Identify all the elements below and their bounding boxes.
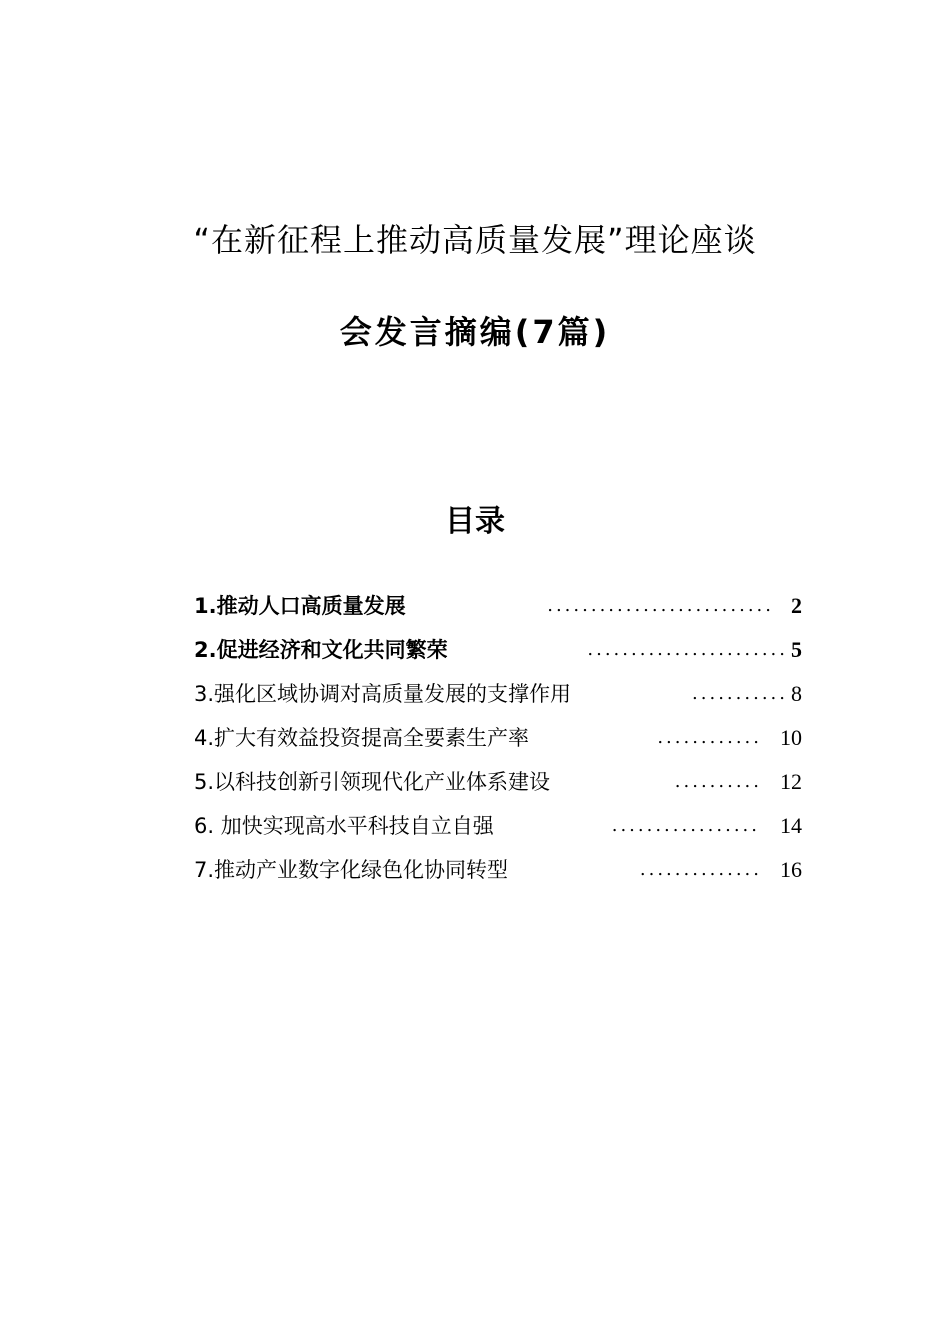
toc-leader-dots: .......................	[587, 639, 788, 660]
toc-item-page: 16	[780, 857, 802, 882]
toc-leader-dots: ..........	[674, 771, 762, 792]
document-title-line-1: “在新征程上推动高质量发展”理论座谈	[193, 221, 757, 259]
toc-item-page: 14	[780, 813, 802, 838]
toc-leader-dots: ..............	[639, 859, 762, 880]
toc-item-text: 3.强化区域协调对高质量发展的支撑作用	[194, 682, 572, 706]
toc-item-4[interactable]	[194, 716, 804, 760]
toc-item-page: 12	[780, 769, 802, 794]
toc-leader-dots: ............	[657, 727, 762, 748]
toc-item-page: 10	[780, 725, 802, 750]
toc-item-6[interactable]	[194, 804, 804, 848]
toc-item-text: 4.扩大有效益投资提高全要素生产率	[194, 726, 530, 750]
document-title-line-2: 会发言摘编(7篇)	[339, 313, 611, 351]
toc-leader-dots: .................	[611, 815, 760, 836]
toc-leader-dots: ..........................	[547, 595, 774, 616]
toc-item-text: 5.以科技创新引领现代化产业体系建设	[194, 770, 551, 794]
toc-item-page: 5	[791, 637, 802, 662]
toc-leader-dots: ...........	[692, 683, 788, 704]
toc-item-text: 6. 加快实现高水平科技自立自强	[194, 814, 494, 838]
toc-item-1[interactable]	[194, 584, 804, 628]
table-of-contents	[194, 584, 804, 892]
toc-item-2[interactable]	[194, 628, 804, 672]
toc-heading: 目录	[445, 504, 505, 539]
toc-item-page: 2	[791, 593, 802, 618]
toc-item-text: 2.促进经济和文化共同繁荣	[194, 638, 448, 662]
toc-item-7[interactable]	[194, 848, 804, 892]
toc-item-5[interactable]	[194, 760, 804, 804]
toc-item-text: 1.推动人口高质量发展	[194, 594, 406, 618]
toc-item-text: 7.推动产业数字化绿色化协同转型	[194, 858, 509, 882]
toc-item-page: 8	[791, 681, 802, 706]
toc-item-3[interactable]	[194, 672, 804, 716]
